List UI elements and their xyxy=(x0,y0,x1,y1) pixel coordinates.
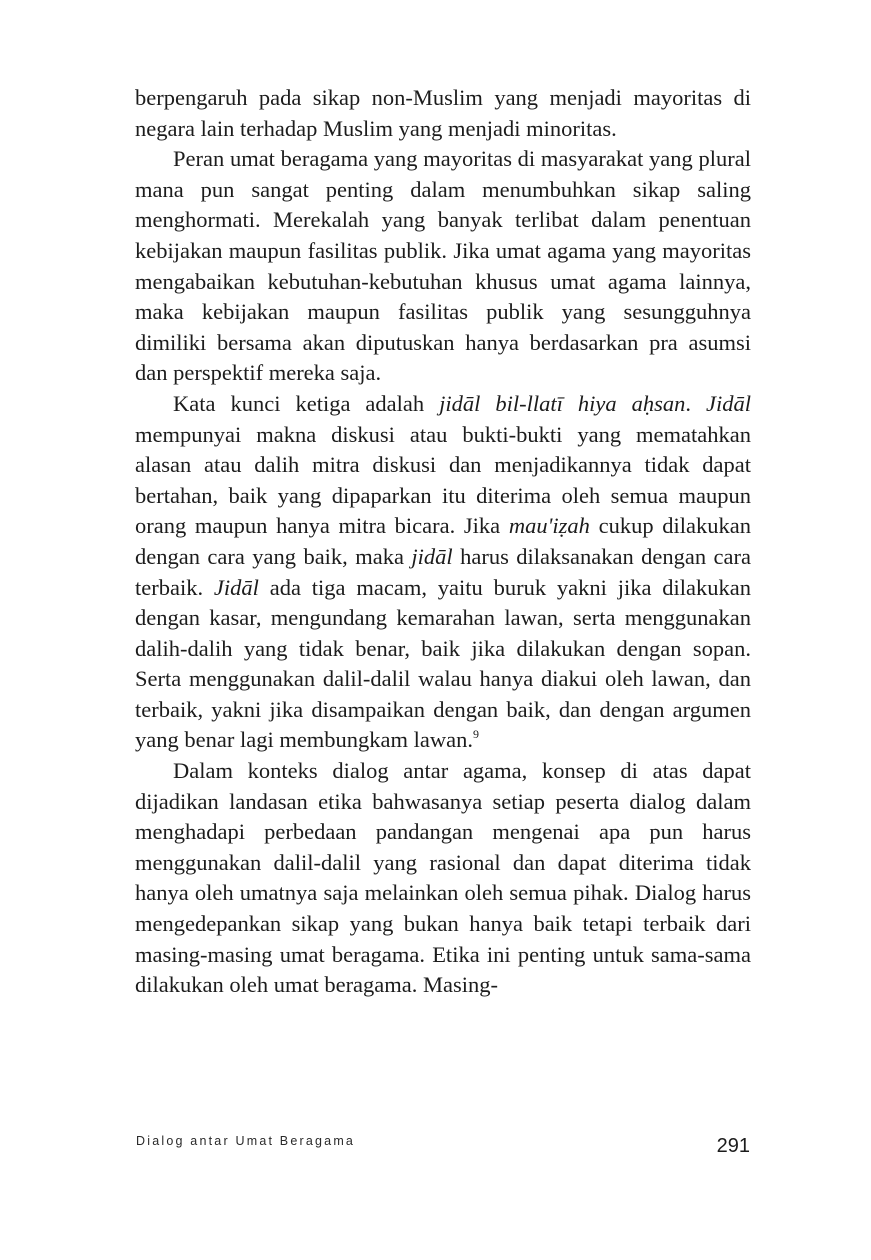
text-segment: harus dilaksanakan dengan cara terbaik. xyxy=(135,543,752,600)
text-segment: mempunyai makna diskusi atau bukti-bukti yang mematahkan alasan atau dalih mitra diskusi dan menjadikannya tidak dapat bertahan, baik yang dipaparkan itu diterima oleh semua maupun orang maupun hanya mitra bicara. Jika xyxy=(135,421,751,539)
text-segment: Dalam konteks dialog antar agama, konsep di atas dapat dijadikan landasan etika bahwasanya setiap peserta dialog dalam menghadapi perbedaan pandangan mengenai apa pun harus menggunakan dalil-dalil yang rasional dan dapat diterima tidak hanya oleh umatnya saja melainkan oleh semua pihak. Dialog harus mengedepankan sikap yang bukan hanya baik tetapi terbaik dari masing-masing umat beragama. Etika ini penting untuk sama-sama dilakukan oleh umat beragama. Masing- xyxy=(135,758,751,998)
paragraph xyxy=(135,83,751,144)
text-segment: Kata kunci ketiga adalah xyxy=(173,390,440,416)
text-segment: Peran umat beragama yang mayoritas di masyarakat yang plural mana pun sangat penting dalam menumbuhkan sikap saling menghormati. Merekalah yang banyak terlibat dalam penentuan kebijakan maupun fasilitas publik. Jika umat agama yang mayoritas mengabaikan kebutuhan-kebutuhan khusus umat agama lainnya, maka kebijakan maupun fasilitas publik yang sesungguhnya dimiliki bersama akan diputuskan hanya berdasarkan pra asumsi dan perspektif mereka saja. xyxy=(135,146,751,386)
paragraph xyxy=(135,756,751,1001)
text-segment: . xyxy=(685,390,707,416)
italic-term: mau'iẓah xyxy=(508,513,590,539)
text-segment: ada tiga macam, yaitu buruk yakni jika dilakukan dengan kasar, mengundang kemarahan lawan, serta menggunakan dalih-dalih yang tidak benar, baik jika dilakukan dengan sopan. Serta menggunakan dalil-dalil walau hanya diakui oleh lawan, dan terbaik, yakni jika disampaikan dengan baik, dan dengan argumen yang benar lagi membungkam lawan. xyxy=(135,574,752,753)
running-footer-title: Dialog antar Umat Beragama xyxy=(136,1134,356,1148)
text-segment: berpengaruh pada sikap non-Muslim yang menjadi mayoritas di negara lain terhadap Muslim yang menjadi minoritas. xyxy=(135,85,751,141)
italic-term: Jidāl xyxy=(706,390,752,416)
paragraph xyxy=(135,144,751,389)
italic-term: Jidāl xyxy=(213,574,259,600)
text-segment: cukup dilakukan dengan cara yang baik, maka xyxy=(135,513,751,569)
italic-term: jidāl bil-llatī hiya aḥsan xyxy=(439,390,686,416)
italic-term: jidāl xyxy=(411,543,453,569)
footnote-reference: 9 xyxy=(473,727,480,742)
paragraph xyxy=(135,389,751,756)
body-text xyxy=(135,83,751,1001)
page-number: 291 xyxy=(716,1135,750,1157)
